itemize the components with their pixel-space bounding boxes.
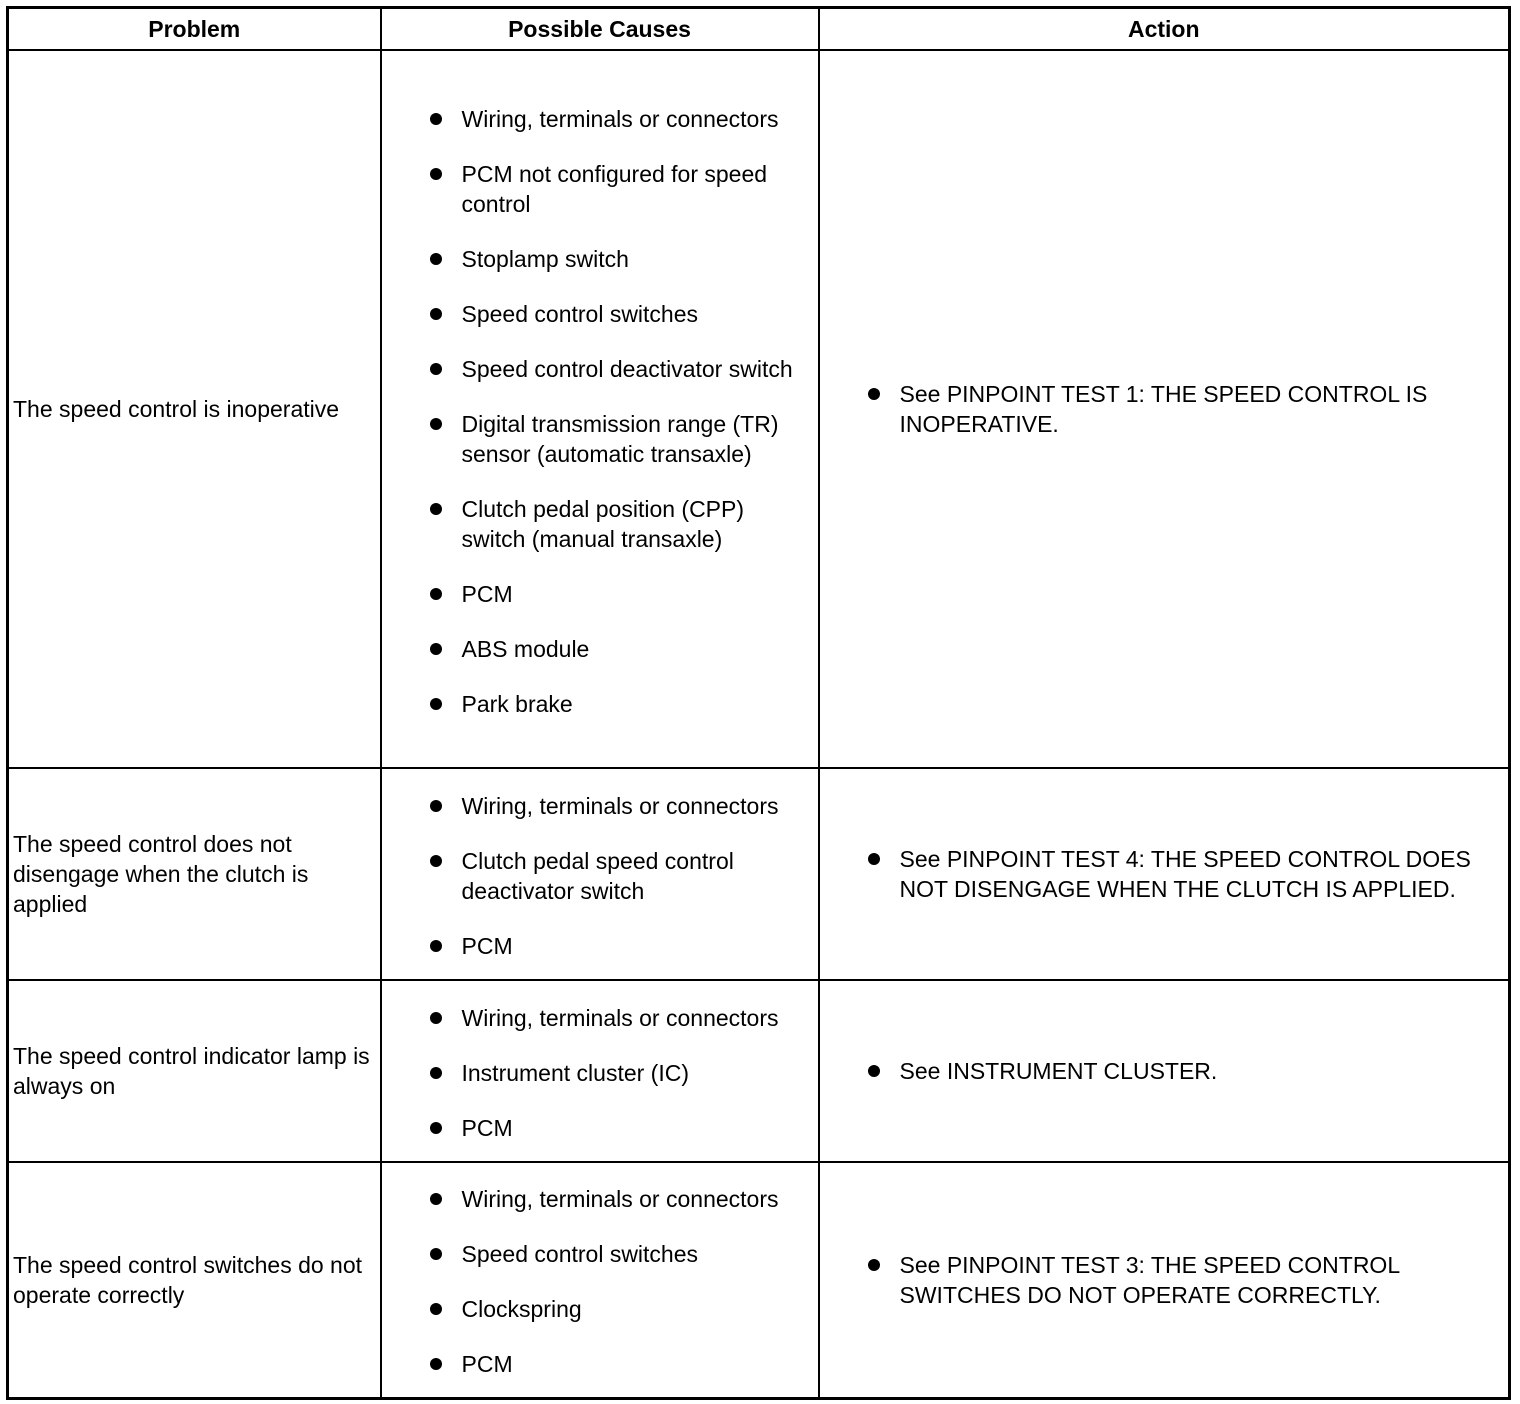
table-row — [8, 980, 1510, 1162]
action-list — [820, 379, 1509, 439]
cause-item — [382, 299, 818, 329]
action-list — [820, 844, 1509, 904]
action-text: See PINPOINT TEST 3: THE SPEED CONTROL SWITCHES DO NOT OPERATE CORRECTLY. — [899, 1251, 1400, 1308]
action-item — [820, 1056, 1509, 1086]
cause-item — [382, 1113, 818, 1143]
cause-text: Wiring, terminals or connectors — [461, 1186, 779, 1213]
action-list — [820, 1250, 1509, 1310]
cause-item — [382, 931, 818, 961]
action-text: See PINPOINT TEST 1: THE SPEED CONTROL IS INOPERATIVE. — [899, 381, 1428, 437]
cause-item — [382, 1184, 818, 1214]
cause-text: PCM — [461, 1115, 513, 1141]
causes-list — [382, 996, 818, 1146]
bullet-icon — [868, 1065, 880, 1077]
action-item — [820, 1250, 1509, 1310]
action-cell — [819, 768, 1510, 980]
bullet-icon — [430, 1193, 442, 1205]
cause-item — [382, 244, 818, 274]
bullet-icon — [430, 1358, 442, 1370]
cause-text: Speed control switches — [461, 300, 699, 327]
cause-item — [382, 634, 818, 664]
bullet-icon — [430, 113, 442, 125]
cause-item — [382, 494, 818, 554]
causes-cell — [381, 1162, 819, 1398]
bullet-icon — [868, 1259, 880, 1271]
header-possible-causes: Possible Causes — [381, 8, 819, 51]
bullet-icon — [430, 253, 442, 265]
causes-list — [382, 1177, 818, 1382]
action-cell — [819, 50, 1510, 768]
table-row — [8, 50, 1510, 768]
action-text: See INSTRUMENT CLUSTER. — [899, 1058, 1218, 1084]
action-cell — [819, 980, 1510, 1162]
cause-item — [382, 159, 818, 219]
bullet-icon — [430, 698, 442, 710]
header-problem: Problem — [8, 8, 381, 51]
bullet-icon — [430, 1067, 442, 1079]
header-row — [8, 8, 1510, 51]
cause-text: Speed control switches — [461, 1241, 699, 1268]
bullet-icon — [430, 503, 442, 515]
cause-text: Park brake — [461, 690, 573, 717]
cause-item — [382, 1349, 818, 1379]
bullet-icon — [430, 1248, 442, 1260]
problem-cell: The speed control switches do not operate correctly — [8, 1162, 381, 1398]
cause-item — [382, 791, 818, 821]
causes-list — [382, 784, 818, 964]
action-item — [820, 379, 1509, 439]
cause-text: Wiring, terminals or connectors — [461, 1005, 779, 1031]
table-row — [8, 768, 1510, 980]
bullet-icon — [430, 418, 442, 430]
table-row — [8, 1162, 1510, 1398]
diagnostic-table — [6, 6, 1511, 1400]
bullet-icon — [430, 940, 442, 952]
bullet-icon — [430, 588, 442, 600]
cause-text: Clockspring — [461, 1296, 582, 1323]
table-body — [8, 50, 1510, 1398]
cause-text: Clutch pedal position (CPP) switch (manual transaxle) — [461, 495, 745, 552]
bullet-icon — [430, 1122, 442, 1134]
cause-item — [382, 354, 818, 384]
problem-cell: The speed control is inoperative — [8, 50, 381, 768]
bullet-icon — [430, 800, 442, 812]
cause-text: Clutch pedal speed control deactivator switch — [461, 848, 734, 904]
action-item — [820, 844, 1509, 904]
causes-cell — [381, 768, 819, 980]
cause-text: PCM — [461, 1351, 513, 1378]
cause-item — [382, 1058, 818, 1088]
cause-text: PCM — [461, 933, 513, 959]
bullet-icon — [868, 853, 880, 865]
cause-item — [382, 1003, 818, 1033]
action-cell — [819, 1162, 1510, 1398]
cause-text: Stoplamp switch — [461, 245, 629, 272]
cause-text: Digital transmission range (TR) sensor (automatic transaxle) — [461, 410, 779, 467]
causes-cell — [381, 50, 819, 768]
bullet-icon — [868, 388, 880, 400]
action-list — [820, 1056, 1509, 1086]
bullet-icon — [430, 308, 442, 320]
causes-cell — [381, 980, 819, 1162]
bullet-icon — [430, 168, 442, 180]
bullet-icon — [430, 1303, 442, 1315]
bullet-icon — [430, 855, 442, 867]
cause-item — [382, 409, 818, 469]
bullet-icon — [430, 643, 442, 655]
header-action: Action — [819, 8, 1510, 51]
cause-item — [382, 1239, 818, 1269]
action-text: See PINPOINT TEST 4: THE SPEED CONTROL DOES NOT DISENGAGE WHEN THE CLUTCH IS APPLIED. — [899, 846, 1471, 902]
problem-cell: The speed control indicator lamp is always on — [8, 980, 381, 1162]
bullet-icon — [430, 363, 442, 375]
cause-text: Instrument cluster (IC) — [461, 1060, 689, 1086]
cause-text: PCM not configured for speed control — [461, 160, 768, 217]
cause-text: Wiring, terminals or connectors — [461, 793, 779, 819]
cause-item — [382, 846, 818, 906]
causes-list — [382, 97, 818, 722]
cause-item — [382, 579, 818, 609]
cause-item — [382, 689, 818, 719]
cause-item — [382, 104, 818, 134]
cause-text: ABS module — [461, 635, 590, 662]
cause-item — [382, 1294, 818, 1324]
cause-text: PCM — [461, 580, 513, 607]
cause-text: Wiring, terminals or connectors — [461, 105, 779, 132]
cause-text: Speed control deactivator switch — [461, 355, 793, 382]
problem-cell: The speed control does not disengage when the clutch is applied — [8, 768, 381, 980]
bullet-icon — [430, 1012, 442, 1024]
